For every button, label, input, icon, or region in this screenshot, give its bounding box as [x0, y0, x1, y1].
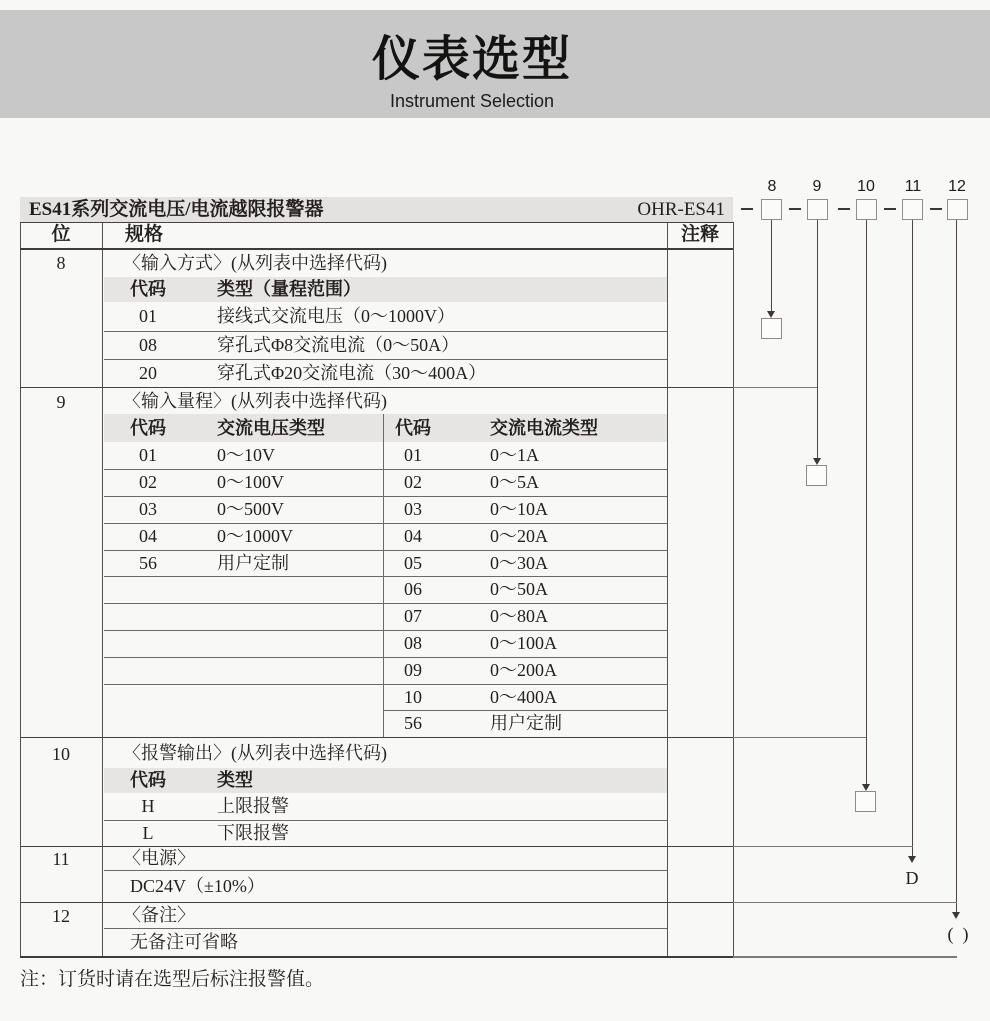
section-10-pos: 10 [52, 744, 70, 764]
sub-divider [104, 523, 667, 524]
footnote: 注：订货时请在选型后标注报警值。 [20, 969, 325, 990]
section-11-pos: 11 [52, 849, 70, 869]
code-box-8 [761, 199, 782, 220]
row-divider [20, 737, 733, 738]
type-cell: 0～100V [217, 472, 284, 492]
code-cell: 03 [139, 499, 157, 519]
model-prefix: OHR-ES41 [637, 199, 725, 220]
type-cell: 0～1A [490, 445, 539, 465]
drop-line-10 [866, 220, 867, 784]
code-box-9 [807, 199, 828, 220]
sub-divider [104, 684, 667, 685]
code-cell: 04 [404, 526, 422, 546]
sub-divider [104, 576, 667, 577]
sub-header-type: 交流电流类型 [490, 418, 598, 438]
code-cell: 01 [404, 445, 422, 465]
col-header-pos: 位 [51, 224, 71, 245]
type-cell: 0～20A [490, 526, 548, 546]
type-cell: 用户定制 [217, 553, 289, 573]
drop-line-12 [956, 220, 957, 912]
sub-divider [104, 550, 667, 551]
sub-header-code: 代码 [130, 770, 166, 790]
banner-subtitle: Instrument Selection [389, 91, 555, 111]
arrow-down-icon [908, 856, 916, 863]
col-header-spec: 规格 [125, 224, 164, 245]
banner [0, 10, 990, 118]
code-cell: 56 [404, 713, 422, 733]
type-cell: 0～10A [490, 499, 548, 519]
code-box-10 [856, 199, 877, 220]
position-label-11: 11 [904, 178, 922, 195]
code-box-11 [902, 199, 923, 220]
code-cell: L [142, 823, 154, 843]
code-cell: 06 [404, 579, 422, 599]
type-cell: 上限报警 [217, 796, 289, 816]
type-cell: 0～400A [490, 687, 557, 707]
sub-header-type: 类型 [217, 770, 253, 790]
position-label-10: 10 [857, 178, 875, 195]
code-cell: H [141, 796, 155, 816]
code-cell: 05 [404, 553, 422, 573]
code-cell: 09 [404, 660, 422, 680]
sub-header-type: 类型（量程范围） [217, 279, 361, 299]
arrow-down-icon [952, 912, 960, 919]
sub-header-code: 代码 [130, 418, 166, 438]
sub-divider [104, 496, 667, 497]
section-8-pos: 8 [56, 253, 66, 273]
banner-title: 仪表选型 [371, 33, 572, 86]
code-cell: 01 [139, 445, 157, 465]
code-cell: 08 [404, 633, 422, 653]
code-cell: 02 [139, 472, 157, 492]
dash [838, 208, 850, 210]
dash [789, 208, 801, 210]
power-value: DC24V（±10%） [130, 876, 265, 896]
type-cell: 0～500V [217, 499, 284, 519]
sub-divider [104, 603, 667, 604]
type-cell: 用户定制 [490, 713, 562, 733]
position-label-8: 8 [767, 178, 777, 195]
code-box-12 [947, 199, 968, 220]
type-cell: 接线式交流电压（0～1000V） [217, 306, 455, 326]
type-cell: 0～50A [490, 579, 548, 599]
section-9-pos: 9 [56, 392, 66, 412]
sub-divider [104, 630, 667, 631]
code-cell: 01 [139, 306, 157, 326]
code-cell: 03 [404, 499, 422, 519]
dash [884, 208, 896, 210]
type-cell: 下限报警 [217, 823, 289, 843]
extension-line-bottom [733, 956, 957, 958]
section-9-title: 〈输入量程〉(从列表中选择代码) [123, 391, 387, 411]
code-cell: 10 [404, 687, 422, 707]
sub-header-code: 代码 [130, 279, 166, 299]
target-box-9 [806, 465, 827, 486]
sub-divider-right-half [383, 710, 667, 711]
type-cell: 0～5A [490, 472, 539, 492]
extension-line-9 [733, 387, 817, 388]
series-title: ES41系列交流电压/电流越限报警器 [29, 199, 324, 220]
type-cell: 0～30A [490, 553, 548, 573]
extension-line-11 [733, 846, 913, 847]
type-cell: 0～100A [490, 633, 557, 653]
power-code-label: D [905, 868, 919, 888]
code-cell: 08 [139, 335, 157, 355]
type-cell: 穿孔式Φ20交流电流（30～400A） [217, 363, 487, 383]
col-header-note: 注释 [680, 224, 719, 245]
code-cell: 02 [404, 472, 422, 492]
arrow-down-icon [813, 458, 821, 465]
section-11-title: 〈电源〉 [123, 848, 195, 868]
section-12-title: 〈备注〉 [123, 905, 195, 925]
type-cell: 0～200A [490, 660, 557, 680]
drop-line-8 [771, 220, 772, 311]
dash [930, 208, 942, 210]
remark-parens: ( ) [947, 924, 969, 944]
arrow-down-icon [767, 311, 775, 318]
extension-line-12 [733, 902, 957, 903]
target-box-8 [761, 318, 782, 339]
section-10-title: 〈报警输出〉(从列表中选择代码) [123, 743, 387, 763]
table-border-bottom [20, 956, 733, 958]
sub-divider [104, 469, 667, 470]
type-cell: 0～80A [490, 606, 548, 626]
code-cell: 56 [139, 553, 157, 573]
code-cell: 04 [139, 526, 157, 546]
target-box-10 [855, 791, 876, 812]
type-cell: 穿孔式Φ8交流电流（0～50A） [217, 335, 460, 355]
extension-line-10 [733, 737, 866, 738]
position-label-9: 9 [812, 178, 822, 195]
sub-header-type: 交流电压类型 [217, 418, 325, 438]
section-12-pos: 12 [52, 906, 70, 926]
drop-line-11 [912, 220, 913, 856]
code-cell: 20 [139, 363, 157, 383]
dash [741, 208, 753, 210]
code-cell: 07 [404, 606, 422, 626]
type-cell: 0～10V [217, 445, 275, 465]
drop-line-9 [817, 220, 818, 458]
sub-divider [104, 657, 667, 658]
position-label-12: 12 [948, 178, 966, 195]
remark-value: 无备注可省略 [130, 932, 238, 952]
type-cell: 0～1000V [217, 526, 293, 546]
arrow-down-icon [862, 784, 870, 791]
section-8-title: 〈输入方式〉(从列表中选择代码) [123, 253, 387, 273]
sub-header-code: 代码 [395, 418, 431, 438]
